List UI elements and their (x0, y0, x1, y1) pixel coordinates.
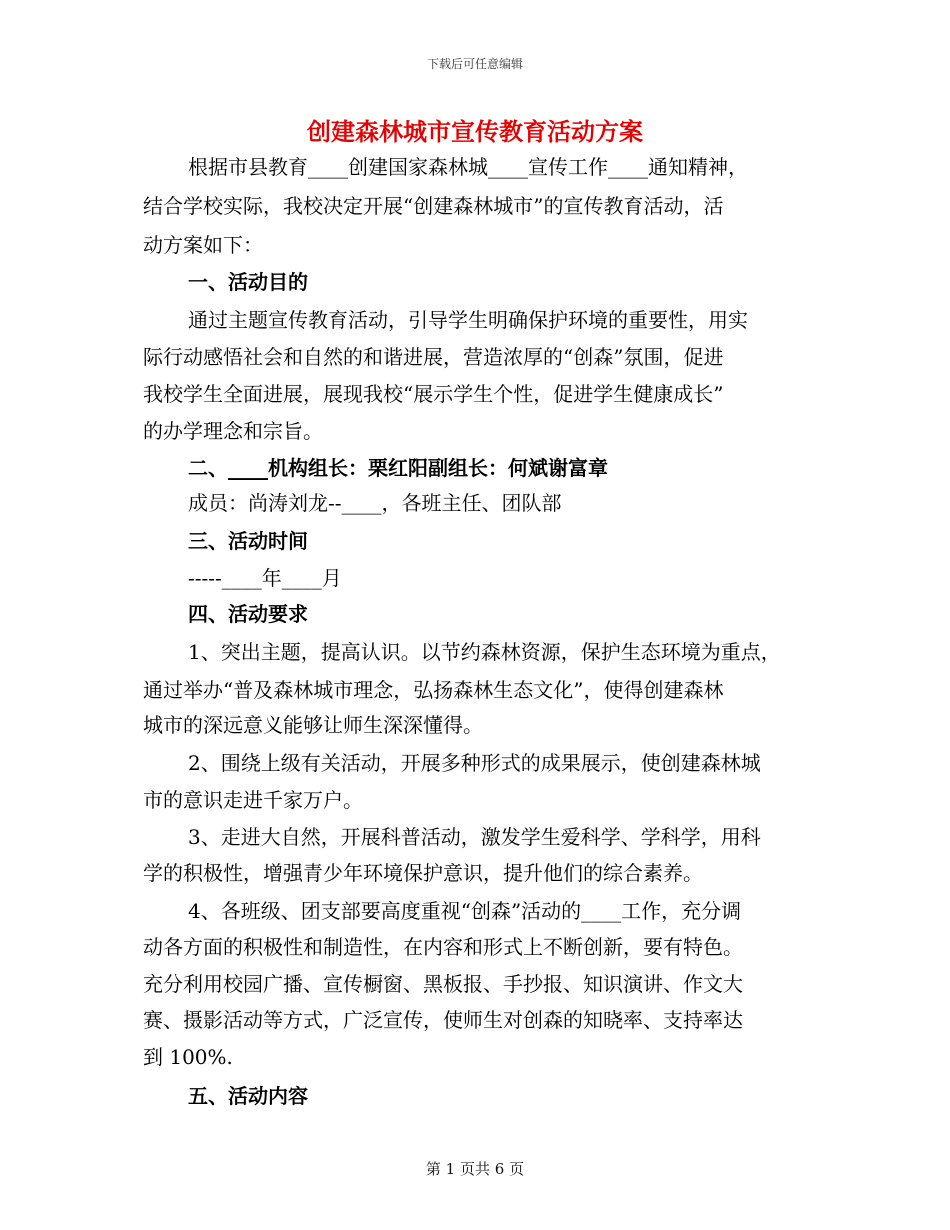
requirement-line: 动各方面的积极性和制造性，在内容和形式上不断创新，要有特色。 (143, 935, 743, 959)
section-heading-organization: 二、____机构组长：栗红阳副组长：何斌谢富章 (188, 456, 608, 480)
organization-members: 成员：尚涛刘龙--____，各班主任、团队部 (188, 491, 562, 515)
activity-time: -----____年____月 (188, 566, 342, 590)
requirement-line: 到 100%. (143, 1045, 233, 1069)
document-title: 创建森林城市宣传教育活动方案 (307, 118, 643, 146)
section-heading-requirements: 四、活动要求 (188, 602, 308, 626)
requirement-line: 2、围绕上级有关活动，开展多种形式的成果展示，使创建森林城 (188, 751, 761, 775)
requirement-line: 充分利用校园广播、宣传橱窗、黑板报、手抄报、知识演讲、作文大 (143, 972, 743, 996)
requirement-line: 3、走进大自然，开展科普活动，激发学生爱科学、学科学，用科 (188, 825, 761, 849)
purpose-line: 通过主题宣传教育活动，引导学生明确保护环境的重要性，用实 (188, 308, 748, 332)
purpose-line: 际行动感悟社会和自然的和谐进展，营造浓厚的“创森”氛围，促进 (143, 345, 724, 369)
page-footer: 第 1 页共 6 页 (425, 1160, 525, 1178)
intro-line: 根据市县教育____创建国家森林城____宣传工作____通知精神， (188, 155, 748, 179)
intro-line: 结合学校实际，我校决定开展“创建森林城市”的宣传教育活动，活 (143, 194, 724, 218)
intro-line: 动方案如下： (143, 233, 263, 257)
requirement-line: 城市的深远意义能够让师生深深懂得。 (143, 713, 483, 737)
requirement-line: 赛、摄影活动等方式，广泛宣传，使师生对创森的知晓率、支持率达 (143, 1008, 743, 1032)
purpose-line: 的办学理念和宗旨。 (143, 419, 323, 443)
section-heading-time: 三、活动时间 (188, 529, 308, 553)
requirement-line: 市的意识走进千家万户。 (143, 788, 363, 812)
requirement-line: 1、突出主题，提高认识。以节约森林资源，保护生态环境为重点， (188, 640, 781, 664)
header-note: 下载后可任意编辑 (426, 57, 523, 71)
requirement-line: 通过举办“普及森林城市理念，弘扬森林生态文化”，使得创建森林 (143, 678, 724, 702)
section-heading-content: 五、活动内容 (188, 1084, 308, 1108)
requirement-line: 4、各班级、团支部要高度重视“创森”活动的____工作，充分调 (188, 899, 742, 923)
requirement-line: 学的积极性，增强青少年环境保护意识，提升他们的综合素养。 (143, 861, 703, 885)
section-heading-purpose: 一、活动目的 (188, 270, 308, 294)
purpose-line: 我校学生全面进展，展现我校“展示学生个性，促进学生健康成长” (143, 382, 724, 406)
